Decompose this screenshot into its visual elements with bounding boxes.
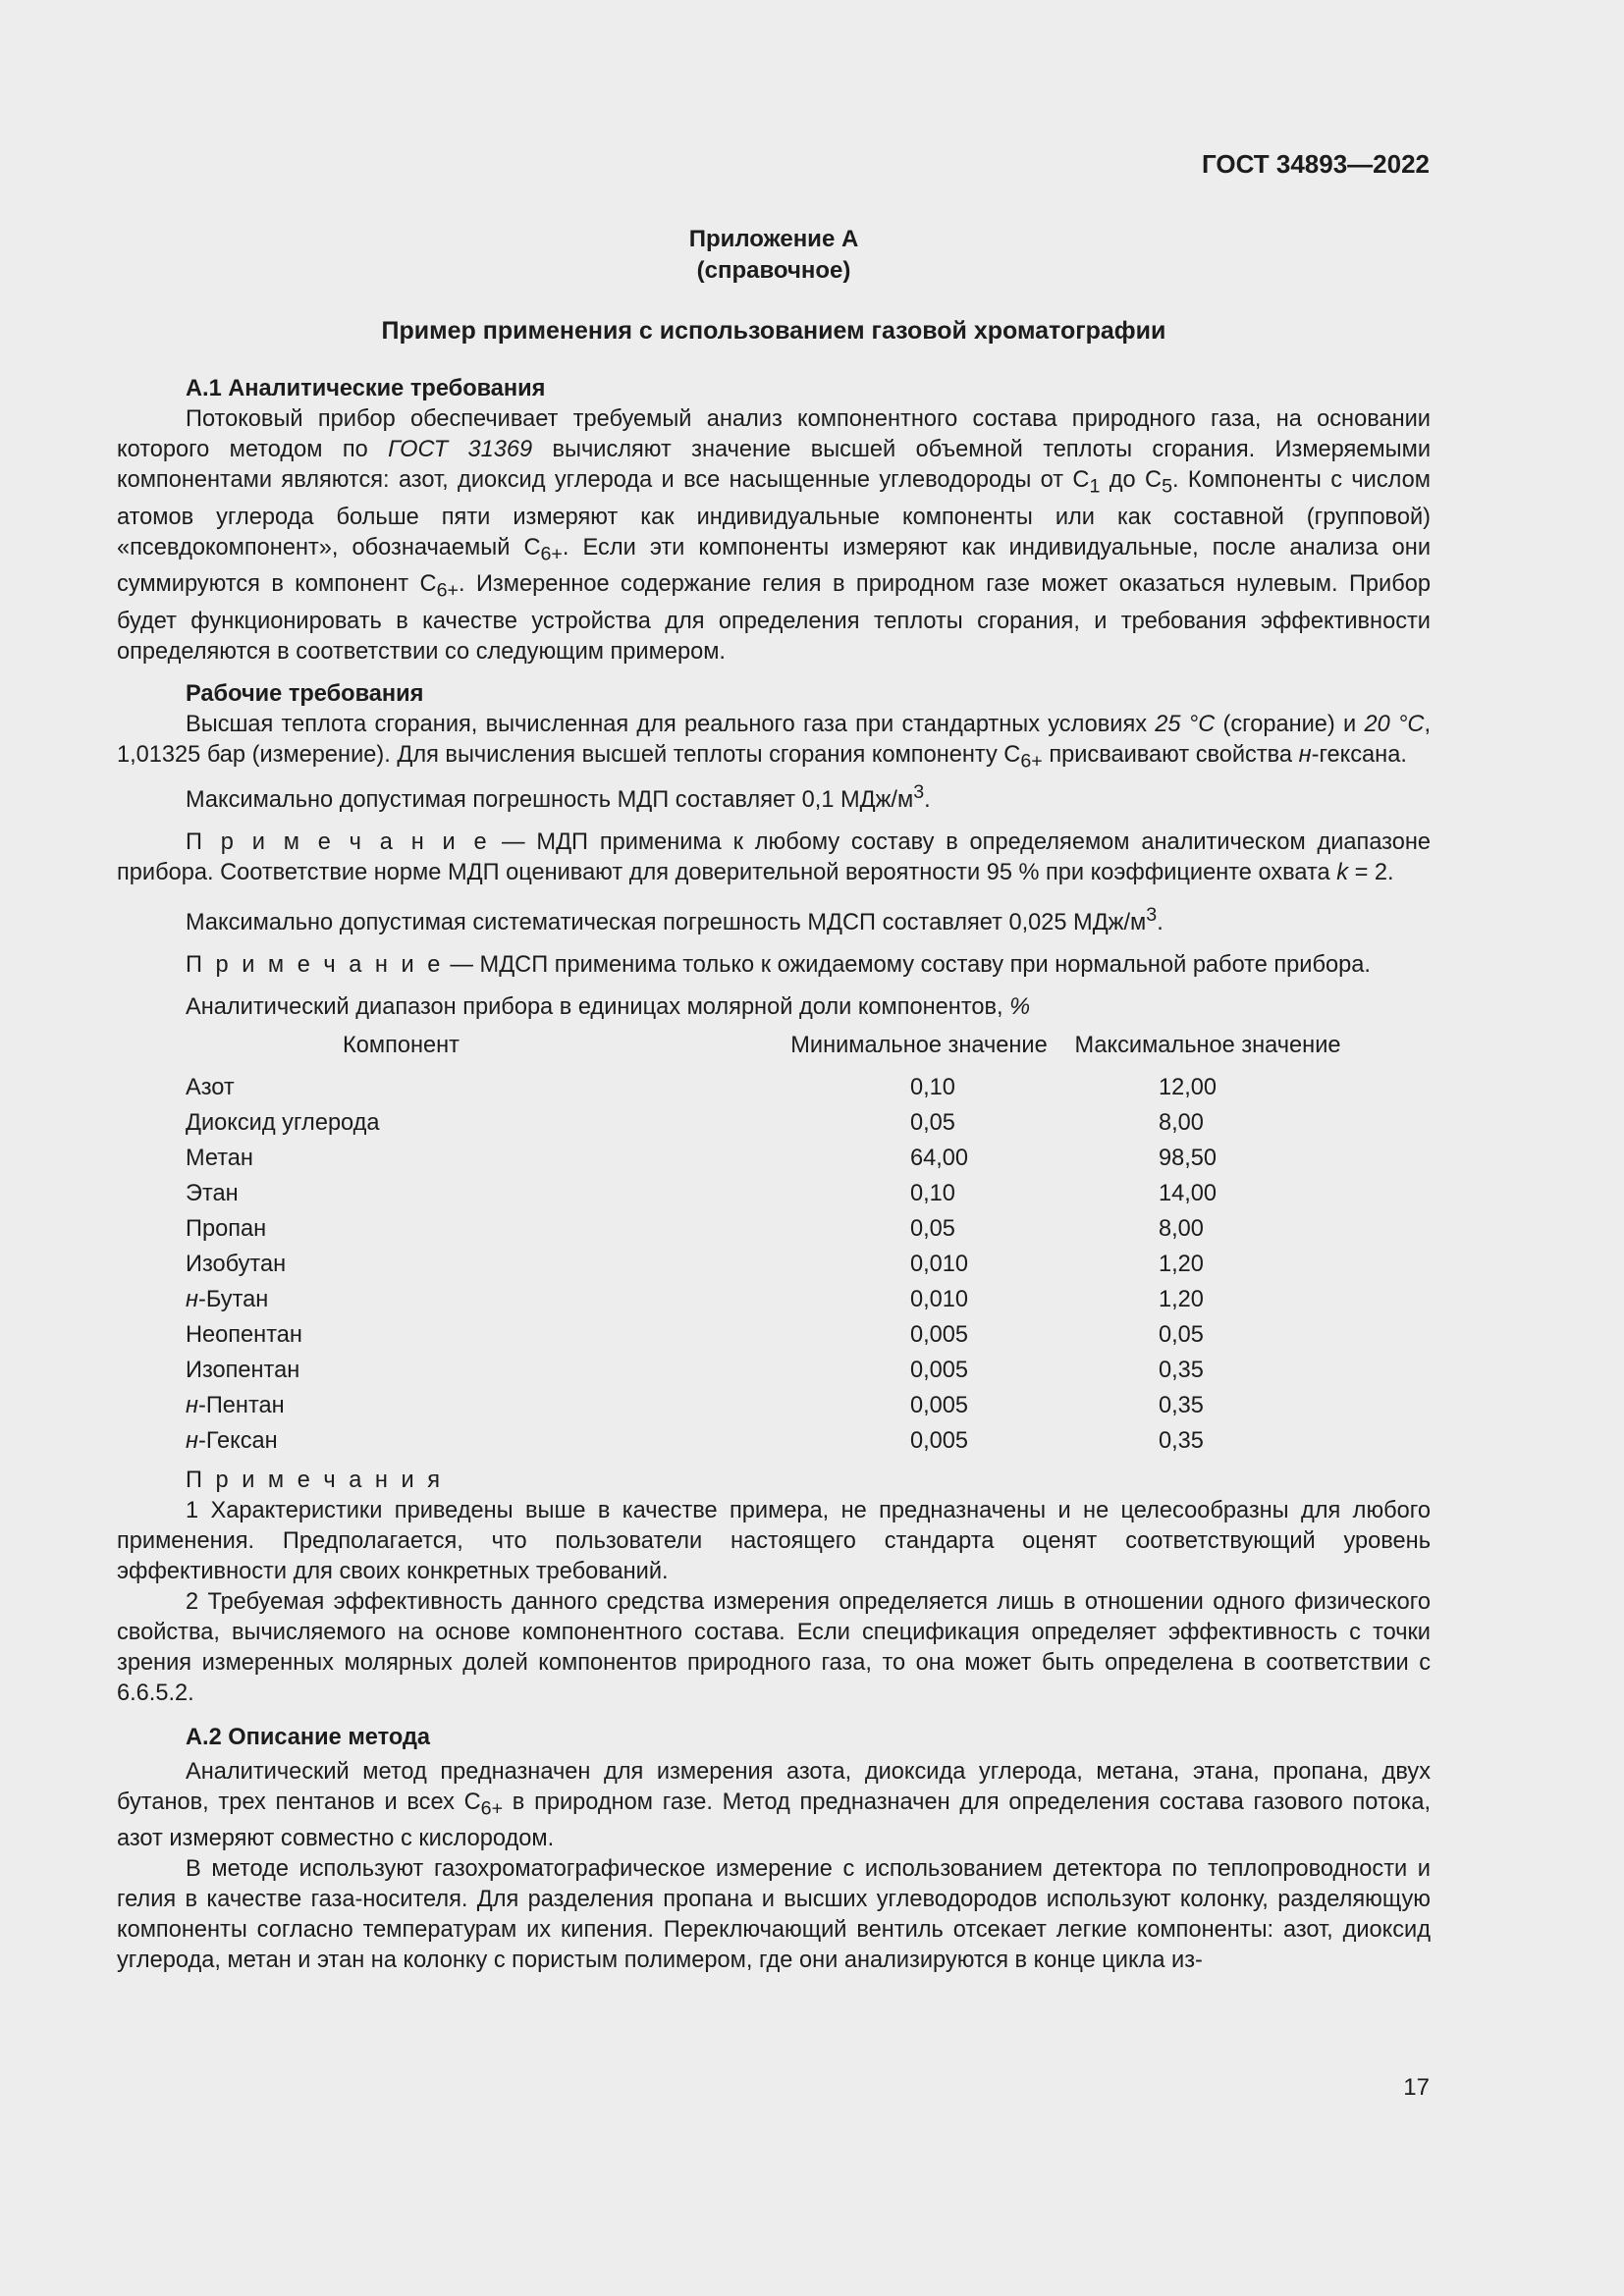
notes-title: П р и м е ч а н и я (186, 1467, 444, 1493)
max-value: 8,00 (1159, 1215, 1204, 1242)
max-value: 0,35 (1159, 1392, 1204, 1418)
component-name: Этан (186, 1180, 239, 1206)
max-value: 0,35 (1159, 1357, 1204, 1383)
component-range-table (186, 1031, 1355, 1462)
component-name: Изопентан (186, 1357, 300, 1383)
table-row (186, 1179, 1355, 1214)
min-value: 0,010 (910, 1286, 969, 1312)
appendix-type: (справочное) (696, 257, 851, 284)
work-requirements-paragraph: Высшая теплота сгорания, вычисленная для реального газа при стандартных условиях 25 °C (сгорание) и 20 °C, 1,01325 бар (измерение). Для вычисления высшей теплоты сгорания компоненту $С_{6+}$ присваивают свойства н-гексана. (117, 712, 1431, 773)
appendix-title: Пример применения с использованием газовой хроматографии (381, 317, 1166, 345)
note-2: П р и м е ч а н и е — МДСП применима только к ожидаемому составу при нормальной работе прибора. (186, 951, 1371, 978)
table-row (186, 1108, 1355, 1144)
component-name: н-Пентан (186, 1392, 285, 1418)
table-row (186, 1391, 1355, 1426)
column-header-component: Компонент (343, 1032, 460, 1058)
component-name: Пропан (186, 1215, 267, 1242)
table-row (186, 1250, 1355, 1285)
min-value: 64,00 (910, 1145, 969, 1171)
max-value: 0,05 (1159, 1321, 1204, 1348)
systematic-error-paragraph: Максимально допустимая систематическая погрешность МДСП составляет 0,025 МДж/$м^3$. (186, 903, 1164, 935)
min-value: 0,10 (910, 1180, 955, 1206)
section-a2-paragraph-1: Аналитический метод предназначен для измерения азота, диоксида углерода, метана, этана, пропана, двух бутанов, трех пентанов и всех $С_{6+}$ в природном газе. Метод предназначен для определения состава газового потока, азот измеряют совместно с кислородом. (117, 1758, 1431, 1852)
table-row (186, 1214, 1355, 1250)
table-row (186, 1073, 1355, 1108)
table-row (186, 1356, 1355, 1391)
max-value: 1,20 (1159, 1251, 1204, 1277)
table-header-row (186, 1031, 1355, 1073)
component-name: н-Бутан (186, 1286, 269, 1312)
section-a1-paragraph: Потоковый прибор обеспечивает требуемый анализ компонентного состава природного газа, на основании которого методом по ГОСТ 31369 вычисляют значение высшей объемной теплоты сгорания. Измеряемыми компонентами являются: азот, диоксид углерода и все насыщенные углеводороды от $С_1$ до $С_5$. Компоненты с числом атомов углерода больше пяти измеряют как индивидуальные компоненты или как составной (групповой) «псевдокомпонент», обозначаемый $С_{6+}$. Если эти компоненты измеряют как индивидуальные, после анализа они суммируются в компонент $С_{6+}$. Измеренное содержание гелия в природном газе может оказаться нулевым. Прибор будет функционировать в качестве устройства для определения теплоты сгорания, и требования эффективности определяются в соответствии со следующим примером. (117, 406, 1431, 666)
document-code: ГОСТ 34893—2022 (1202, 149, 1430, 179)
section-a1-heading: А.1 Аналитические требования (186, 376, 546, 401)
max-error-paragraph: Максимально допустимая погрешность МДП составляет 0,1 МДж/$м^3$. (186, 780, 931, 813)
work-requirements-heading: Рабочие требования (186, 681, 424, 708)
min-value: 0,005 (910, 1392, 969, 1418)
table-body (186, 1073, 1355, 1462)
min-value: 0,010 (910, 1251, 969, 1277)
column-header-min: Минимальное значение (790, 1032, 1048, 1058)
range-intro: Аналитический диапазон прибора в единицах молярной доли компонентов, % (186, 993, 1031, 1020)
max-value: 98,50 (1159, 1145, 1218, 1171)
table-row (186, 1285, 1355, 1320)
appendix-label: Приложение А (688, 226, 859, 252)
min-value: 0,10 (910, 1074, 955, 1100)
component-name: Метан (186, 1145, 253, 1171)
page-content (117, 224, 1431, 1976)
max-value: 1,20 (1159, 1286, 1204, 1312)
max-value: 14,00 (1159, 1180, 1218, 1206)
max-value: 8,00 (1159, 1109, 1204, 1136)
note-1: П р и м е ч а н и е — МДП применима к любому составу в определяемом аналитическом диапазоне прибора. Соответствие норме МДП оценивают для доверительной вероятности 95 % при коэффициенте охвата k = 2. (117, 828, 1432, 885)
page-number: 17 (1403, 2074, 1430, 2101)
component-name: Азот (186, 1074, 235, 1100)
component-name: Диоксид углерода (186, 1109, 380, 1136)
table-row (186, 1320, 1355, 1356)
table-row (186, 1144, 1355, 1179)
column-header-max: Максимальное значение (1074, 1032, 1341, 1058)
component-name: н-Гексан (186, 1427, 278, 1454)
min-value: 0,05 (910, 1109, 955, 1136)
component-name: Изобутан (186, 1251, 287, 1277)
min-value: 0,005 (910, 1321, 969, 1348)
max-value: 0,35 (1159, 1427, 1204, 1454)
table-row (186, 1426, 1355, 1462)
note-item-1: 1 Характеристики приведены выше в качестве примера, не предназначены и не целесообразны для любого применения. Предполагается, что пользователи настоящего стандарта оценят соответствующий уровень эффективности для своих конкретных требований. (117, 1497, 1431, 1584)
component-name: Неопентан (186, 1321, 302, 1348)
note-item-2: 2 Требуемая эффективность данного средства измерения определяется лишь в отношении одного физического свойства, вычисляемого на основе компонентного состава. Если спецификация определяет эффективность с точки зрения измеренных молярных долей компонентов природного газа, то она может быть определена в соответствии с 6.6.5.2. (117, 1588, 1431, 1706)
min-value: 0,05 (910, 1215, 955, 1242)
min-value: 0,005 (910, 1427, 969, 1454)
section-a2-paragraph-2: В методе используют газохроматографическое измерение с использованием детектора по теплопроводности и гелия в качестве газа-носителя. Для разделения пропана и высших углеводородов используют колонку, разделяющую компоненты согласно температурам их кипения. Переключающий вентиль отсекает легкие компоненты: азот, диоксид углерода, метан и этан на колонку с пористым полимером, где они анализируются в конце цикла из- (117, 1856, 1431, 1974)
min-value: 0,005 (910, 1357, 969, 1383)
max-value: 12,00 (1159, 1074, 1218, 1100)
section-a2-heading: А.2 Описание метода (186, 1724, 431, 1750)
